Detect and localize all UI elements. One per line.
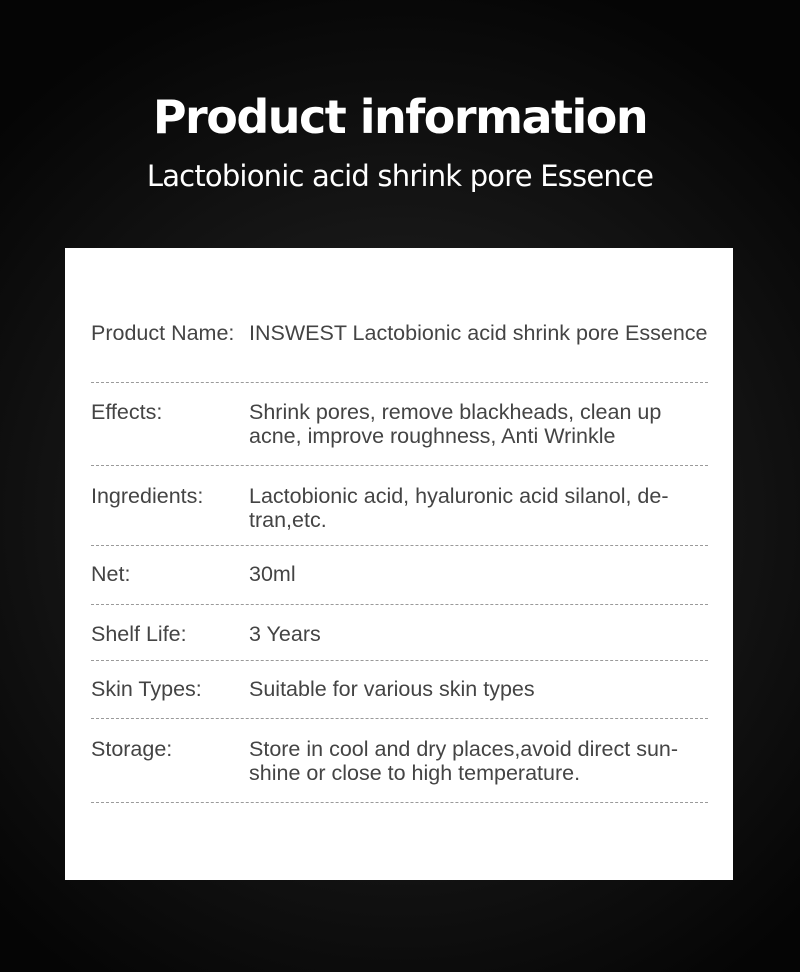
row-divider: [91, 802, 708, 803]
row-divider: [91, 604, 708, 605]
storage-label: Storage:: [91, 737, 173, 761]
skin-types-label: Skin Types:: [91, 677, 202, 701]
product-name-value: INSWEST Lactobionic acid shrink pore Essence: [249, 321, 708, 345]
shelf-life-value: 3 Years: [249, 622, 321, 646]
page-title: Product information: [152, 90, 648, 144]
net-label: Net:: [91, 562, 131, 586]
ingredients-value: Lactobionic acid, hyaluronic acid silanol, de-tran,etc.: [249, 484, 669, 532]
shelf-life-label: Shelf Life:: [91, 622, 187, 646]
row-divider: [91, 465, 708, 466]
row-divider: [91, 660, 708, 661]
row-divider: [91, 545, 708, 546]
effects-value: Shrink pores, remove blackheads, clean up acne, improve roughness, Anti Wrinkle: [249, 400, 662, 448]
row-divider: [91, 718, 708, 719]
net-value: 30ml: [249, 562, 296, 586]
page-subtitle: Lactobionic acid shrink pore Essence: [146, 159, 654, 193]
storage-value: Store in cool and dry places,avoid direct sun-shine or close to high temperature.: [249, 737, 679, 785]
skin-types-value: Suitable for various skin types: [249, 677, 535, 701]
product-info-card: [65, 248, 733, 880]
row-divider: [91, 382, 708, 383]
ingredients-label: Ingredients:: [91, 484, 204, 508]
effects-label: Effects:: [91, 400, 163, 424]
product-name-label: Product Name:: [91, 321, 235, 345]
